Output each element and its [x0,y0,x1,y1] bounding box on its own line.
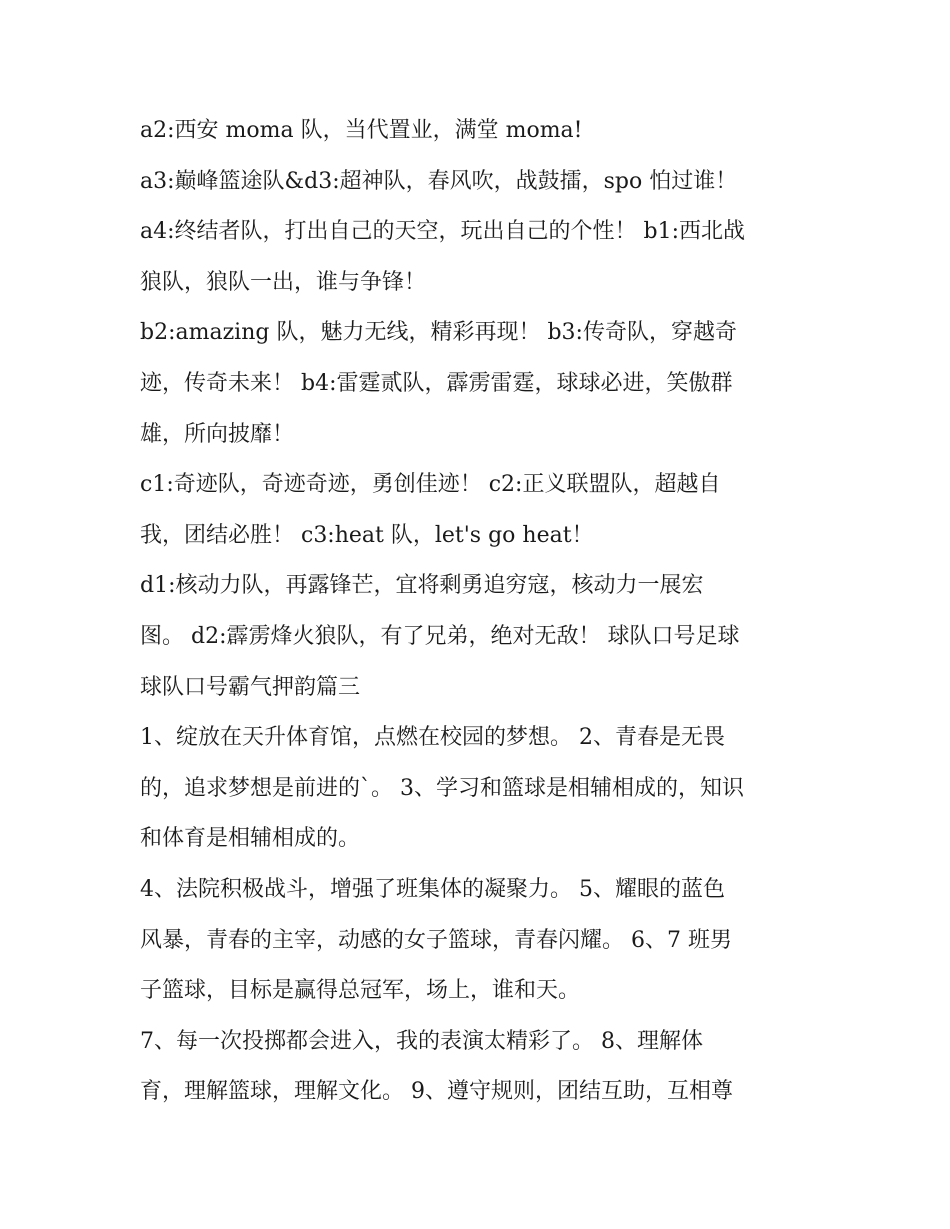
document-body [140,106,820,1118]
text-line: a2:西安 moma 队，当代置业，满堂 moma! [140,118,583,143]
text-line: a3:巅峰篮途队&d3:超神队，春风吹，战鼓擂，spo 怕过谁！ [140,168,738,194]
text-line: a4:终结者队，打出自己的天空，玩出自己的个性！ b1:西北战 [140,219,746,245]
text-line: 雄，所向披靡！ [140,421,295,447]
text-line: 我，团结必胜！ c3:heat 队，let's go heat！ [140,522,594,548]
text-line: 子篮球，目标是赢得总冠军，场上，谁和天。 [140,978,581,1004]
text-line: b2:amazing 队，魅力无线，精彩再现！ b3:传奇队，穿越奇 [140,320,737,346]
text-line: c1:奇迹队，奇迹奇迹，勇创佳迹！ c2:正义联盟队，超越自 [140,472,721,498]
text-line: 4、法院积极战斗，增强了班集体的凝聚力。 5、耀眼的蓝色 [140,876,725,902]
text-line: 和体育是相辅相成的。 [140,826,361,852]
text-line: 球队口号霸气押韵篇三 [140,674,361,700]
text-line: 迹，传奇未来！ b4:雷霆贰队，霹雳雷霆，球球必进，笑傲群 [140,370,733,396]
text-line: 育，理解篮球，理解文化。 9、遵守规则，团结互助，互相尊 [140,1079,733,1105]
text-line: d1:核动力队，再露锋芒，宜将剩勇追穷寇，核动力一展宏 [140,573,704,599]
text-line: 狼队，狼队一出，谁与争锋！ [140,269,427,295]
text-line: 1、绽放在天升体育馆，点燃在校园的梦想。 2、青春是无畏 [140,725,725,751]
text-line: 风暴，青春的主宰，动感的女子篮球，青春闪耀。 6、7 班男 [140,927,732,953]
text-line: 7、每一次投掷都会进入，我的表演太精彩了。 8、理解体 [140,1028,703,1054]
text-line: 图。 d2:霹雳烽火狼队，有了兄弟，绝对无敌！ 球队口号足球 [140,623,740,649]
text-line: 的，追求梦想是前进的`。 3、学习和篮球是相辅相成的，知识 [140,775,744,801]
